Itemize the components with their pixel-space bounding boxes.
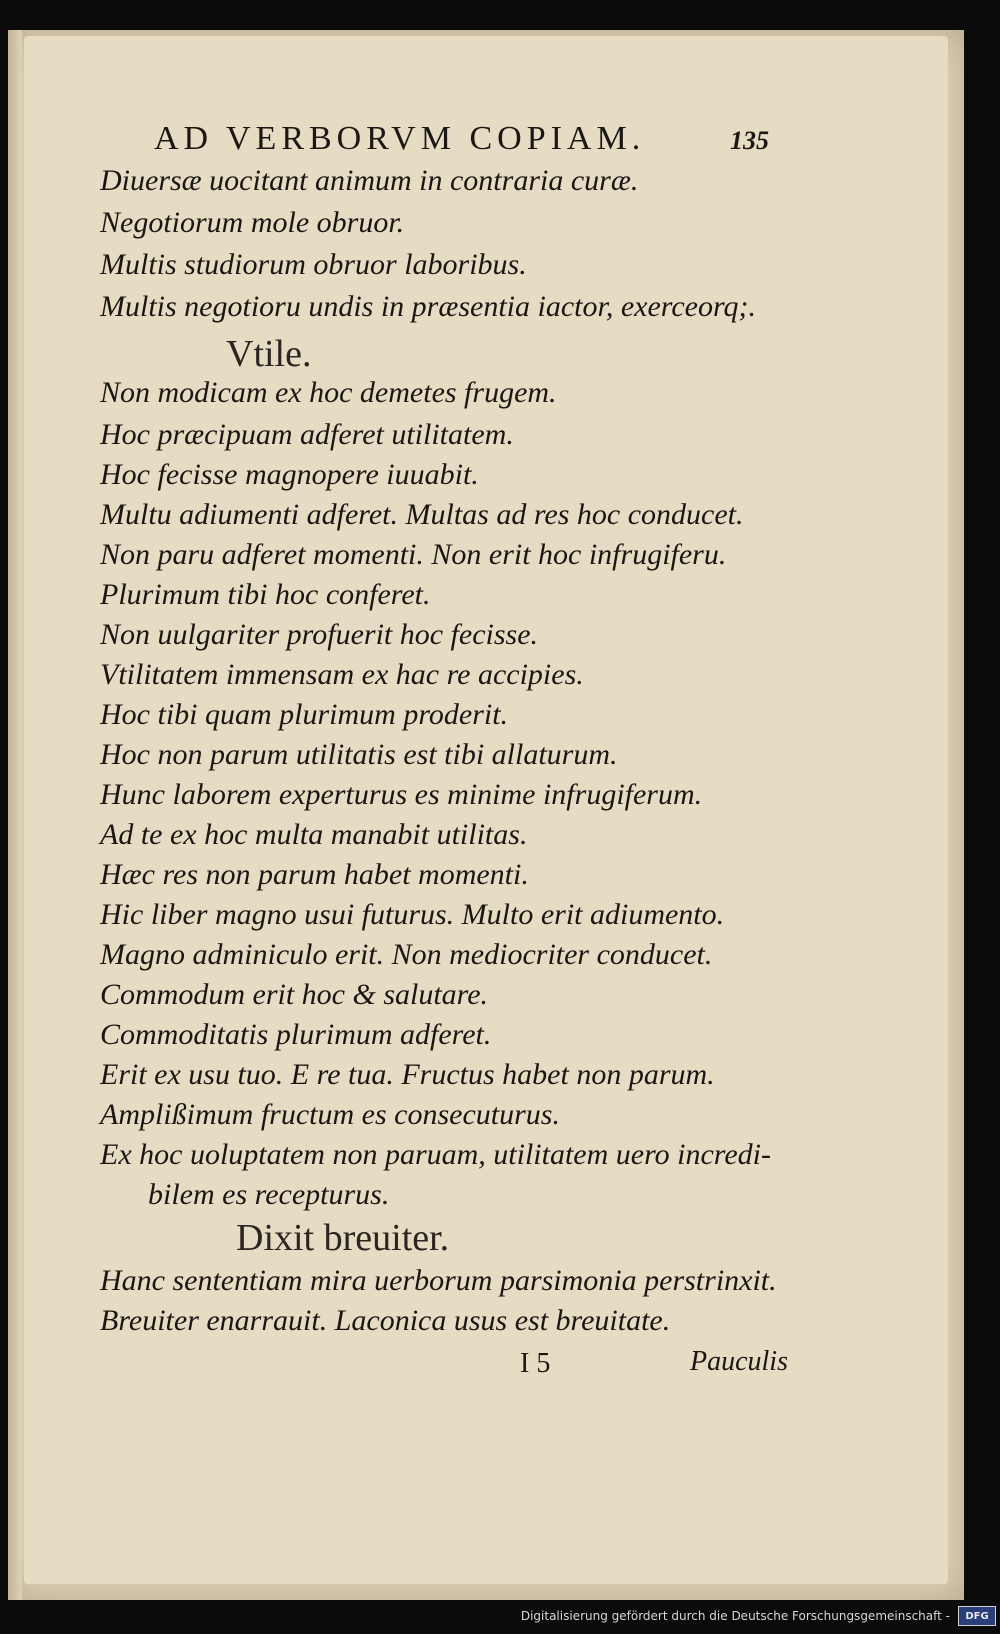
text-line: bilem es recepturus. (148, 1178, 390, 1211)
text-line: Hunc laborem experturus es minime infrugiferum. (100, 778, 703, 811)
section-heading-utile: Vtile. (226, 333, 312, 375)
text-line: Multu adiumenti adferet. Multas ad res hoc conducet. (100, 498, 744, 531)
text-line: Hoc præcipuam adferet utilitatem. (100, 418, 514, 451)
text-line: Plurimum tibi hoc conferet. (100, 578, 431, 611)
text-line: Hoc non parum utilitatis est tibi allaturum. (100, 738, 618, 771)
text-line: Magno adminiculo erit. Non mediocriter conducet. (100, 938, 713, 971)
text-line: Negotiorum mole obruor. (100, 206, 405, 239)
catchword: Pauculis (690, 1346, 788, 1377)
text-line: Commoditatis plurimum adferet. (100, 1018, 492, 1051)
text-line: Vtilitatem immensam ex hac re accipies. (100, 658, 584, 691)
text-line: Breuiter enarrauit. Laconica usus est breuitate. (100, 1304, 671, 1337)
footer-credit: Digitalisierung gefördert durch die Deutsche Forschungsgemeinschaft - (520, 1609, 950, 1623)
text-line: Multis negotioru undis in præsentia iactor, exerceorq;. (100, 290, 757, 323)
text-line: Hic liber magno usui futurus. Multo erit adiumento. (100, 898, 725, 931)
text-line: Multis studiorum obruor laboribus. (100, 248, 527, 281)
section-heading-dixit: Dixit breuiter. (236, 1217, 450, 1259)
running-head: AD VERBORVM COPIAM. (154, 120, 646, 157)
folio-number: 135 (730, 126, 769, 155)
text-line: Diuersæ uocitant animum in contraria curæ. (100, 164, 639, 197)
text-line: Hoc tibi quam plurimum proderit. (100, 698, 509, 731)
page-gutter (8, 30, 22, 1600)
signature-mark: I 5 (520, 1348, 551, 1379)
text-line: Non uulgariter profuerit hoc fecisse. (100, 618, 539, 651)
text-line: Hanc sententiam mira uerborum parsimonia perstrinxit. (100, 1264, 777, 1297)
dfg-logo: DFG (958, 1606, 996, 1626)
text-line: Hæc res non parum habet momenti. (100, 858, 529, 891)
text-line: Commodum erit hoc & salutare. (100, 978, 489, 1011)
text-line: Non modicam ex hoc demetes frugem. (100, 376, 557, 409)
digitization-footer (521, 1604, 996, 1628)
text-line: Non paru adferet momenti. Non erit hoc infrugiferu. (100, 538, 727, 571)
text-line: Amplißimum fructum es consecuturus. (100, 1098, 560, 1131)
text-line: Erit ex usu tuo. E re tua. Fructus habet non parum. (100, 1058, 715, 1091)
book-page (8, 30, 964, 1600)
text-line: Ex hoc uoluptatem non paruam, utilitatem uero incredi- (100, 1138, 772, 1171)
text-line: Hoc fecisse magnopere iuuabit. (100, 458, 479, 491)
text-line: Ad te ex hoc multa manabit utilitas. (100, 818, 528, 851)
